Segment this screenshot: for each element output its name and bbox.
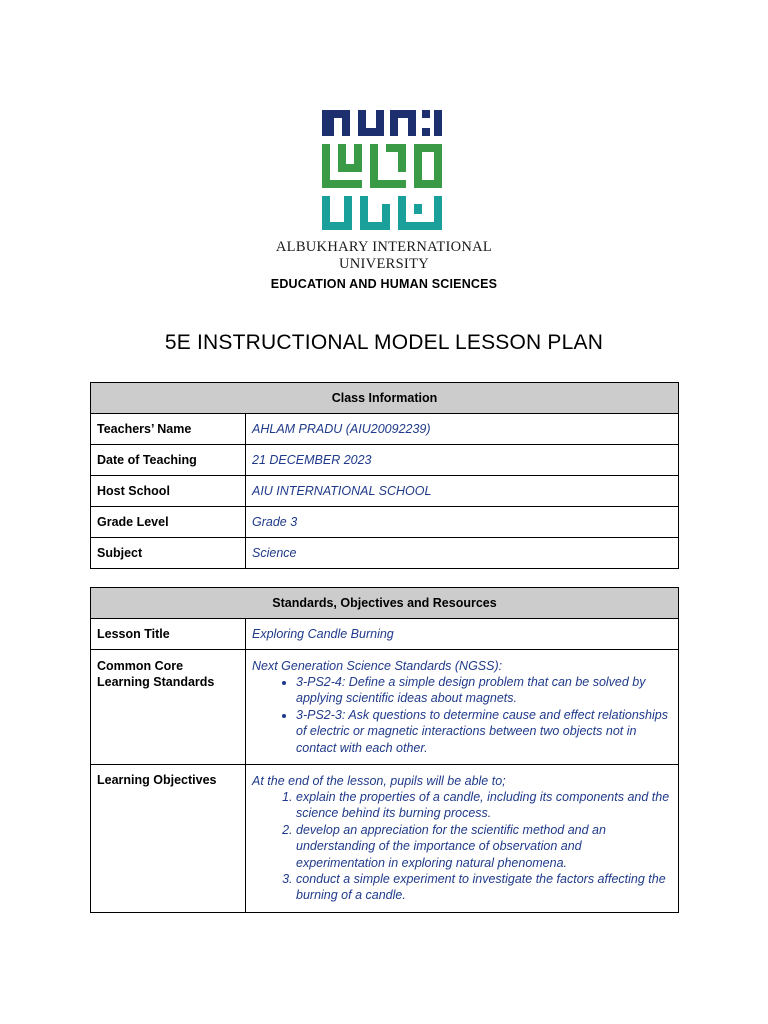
common-core-list (252, 674, 672, 756)
common-core-label: Common Core Learning Standards (91, 650, 246, 765)
table-row (91, 538, 679, 569)
learning-objectives-value (246, 765, 679, 913)
grade-level-value: Grade 3 (246, 507, 679, 538)
learning-objectives-label: Learning Objectives (91, 765, 246, 913)
list-item: 1. explain the properties of a candle, including its components and the science behind its burning process. (296, 789, 672, 822)
learning-objectives-intro: At the end of the lesson, pupils will be able to; (252, 774, 506, 789)
table-row (91, 619, 679, 650)
date-of-teaching-label: Date of Teaching (91, 445, 246, 476)
list-item: • 3-PS2-3: Ask questions to determine cause and effect relationships of electric or magnetic interactions between two objects not in contact with each other. (296, 707, 672, 756)
learning-objectives-list (252, 789, 672, 904)
teachers-name-value: AHLAM PRADU (AIU20092239) (246, 414, 679, 445)
lesson-title-value: Exploring Candle Burning (246, 619, 679, 650)
standards-heading: Standards, Objectives and Resources (91, 588, 679, 619)
table-row (91, 507, 679, 538)
host-school-value: AIU INTERNATIONAL SCHOOL (246, 476, 679, 507)
list-item: 3. conduct a simple experiment to investigate the factors affecting the burning of a candle. (296, 871, 672, 904)
host-school-label: Host School (91, 476, 246, 507)
lesson-title-label: Lesson Title (91, 619, 246, 650)
kufic-logo-icon (322, 106, 442, 234)
table-row (91, 445, 679, 476)
teachers-name-label: Teachers’ Name (91, 414, 246, 445)
common-core-value (246, 650, 679, 765)
class-information-heading: Class Information (91, 383, 679, 414)
table-row (91, 765, 679, 913)
table-row (91, 476, 679, 507)
table-row (91, 650, 679, 765)
table-row (91, 414, 679, 445)
subject-label: Subject (91, 538, 246, 569)
page-title: 5E INSTRUCTIONAL MODEL LESSON PLAN (164, 331, 604, 354)
class-information-table (90, 382, 679, 569)
university-name: ALBUKHARY INTERNATIONAL UNIVERSITY (275, 239, 493, 272)
date-of-teaching-value: 21 DECEMBER 2023 (246, 445, 679, 476)
university-logo (234, 103, 534, 272)
list-item: 2. develop an appreciation for the scientific method and an understanding of the importance of observation and experimentation in exploring natural phenomena. (296, 822, 672, 871)
subject-value: Science (246, 538, 679, 569)
faculty-heading: EDUCATION AND HUMAN SCIENCES (270, 277, 498, 291)
grade-level-label: Grade Level (91, 507, 246, 538)
list-item: • 3-PS2-4: Define a simple design problem that can be solved by applying scientific ideas about magnets. (296, 674, 672, 707)
standards-objectives-table (90, 587, 679, 913)
common-core-intro: Next Generation Science Standards (NGSS): (252, 659, 503, 673)
